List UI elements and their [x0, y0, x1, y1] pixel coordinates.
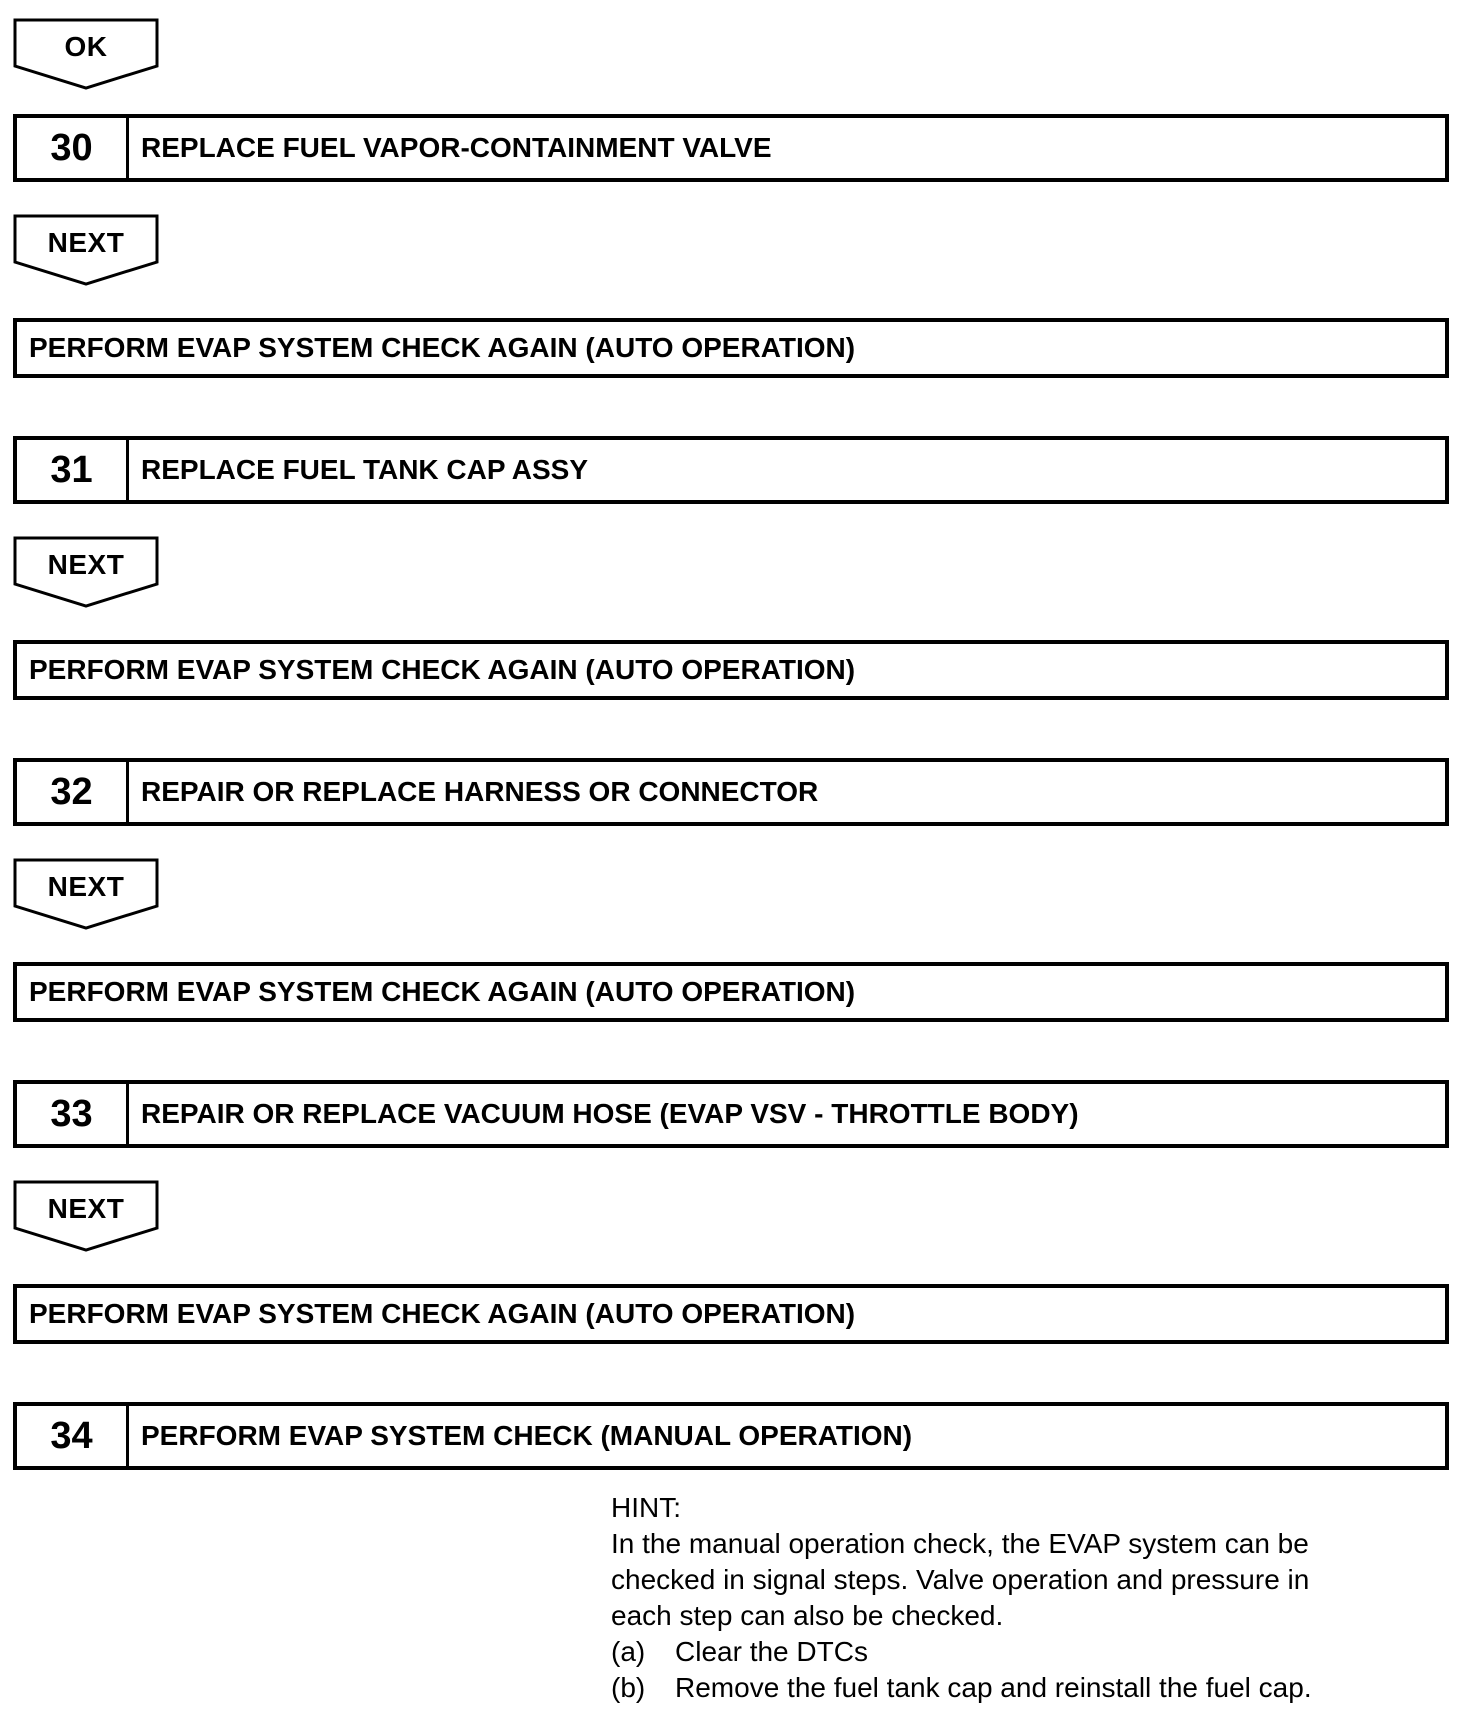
next-tag — [13, 1180, 159, 1252]
hint-label: HINT: — [611, 1492, 681, 1523]
step-31-box — [13, 436, 1449, 504]
step-32-box — [13, 758, 1449, 826]
step-number: 32 — [17, 762, 129, 822]
step-title: REPLACE FUEL TANK CAP ASSY — [141, 454, 589, 485]
step-title: PERFORM EVAP SYSTEM CHECK (MANUAL OPERATION) — [141, 1420, 913, 1451]
hint-list-item — [611, 1670, 1461, 1706]
hint-item-text: Clear the DTCs — [675, 1636, 868, 1667]
hint-block — [611, 1490, 1461, 1706]
next-tag — [13, 214, 159, 286]
step-number: 34 — [17, 1406, 129, 1466]
step-33-box — [13, 1080, 1449, 1148]
next-label: NEXT — [47, 871, 125, 902]
step-title: REPAIR OR REPLACE HARNESS OR CONNECTOR — [141, 776, 819, 807]
step-title: REPLACE FUEL VAPOR-CONTAINMENT VALVE — [141, 132, 772, 163]
hint-item-text: Remove the fuel tank cap and reinstall the fuel cap. — [675, 1672, 1312, 1703]
hint-list-item — [611, 1634, 1461, 1670]
step-34-box — [13, 1402, 1449, 1470]
action-box: PERFORM EVAP SYSTEM CHECK AGAIN (AUTO OPERATION) — [13, 962, 1449, 1022]
hint-text-line: checked in signal steps. Valve operation and pressure in — [611, 1564, 1310, 1595]
ok-label: OK — [64, 31, 108, 62]
next-label: NEXT — [47, 549, 125, 580]
action-box: PERFORM EVAP SYSTEM CHECK AGAIN (AUTO OPERATION) — [13, 1284, 1449, 1344]
step-number: 31 — [17, 440, 129, 500]
action-box: PERFORM EVAP SYSTEM CHECK AGAIN (AUTO OPERATION) — [13, 318, 1449, 378]
action-box: PERFORM EVAP SYSTEM CHECK AGAIN (AUTO OPERATION) — [13, 640, 1449, 700]
step-number: 30 — [17, 118, 129, 178]
next-tag — [13, 536, 159, 608]
next-label: NEXT — [47, 227, 125, 258]
hint-item-marker: (b) — [611, 1672, 646, 1703]
next-label: NEXT — [47, 1193, 125, 1224]
hint-text-line: each step can also be checked. — [611, 1600, 1004, 1631]
step-number: 33 — [17, 1084, 129, 1144]
next-tag — [13, 858, 159, 930]
hint-text-line: In the manual operation check, the EVAP system can be — [611, 1528, 1309, 1559]
ok-tag — [13, 18, 159, 90]
step-title: REPAIR OR REPLACE VACUUM HOSE (EVAP VSV - THROTTLE BODY) — [141, 1098, 1079, 1129]
hint-item-marker: (a) — [611, 1636, 646, 1667]
step-30-box — [13, 114, 1449, 182]
